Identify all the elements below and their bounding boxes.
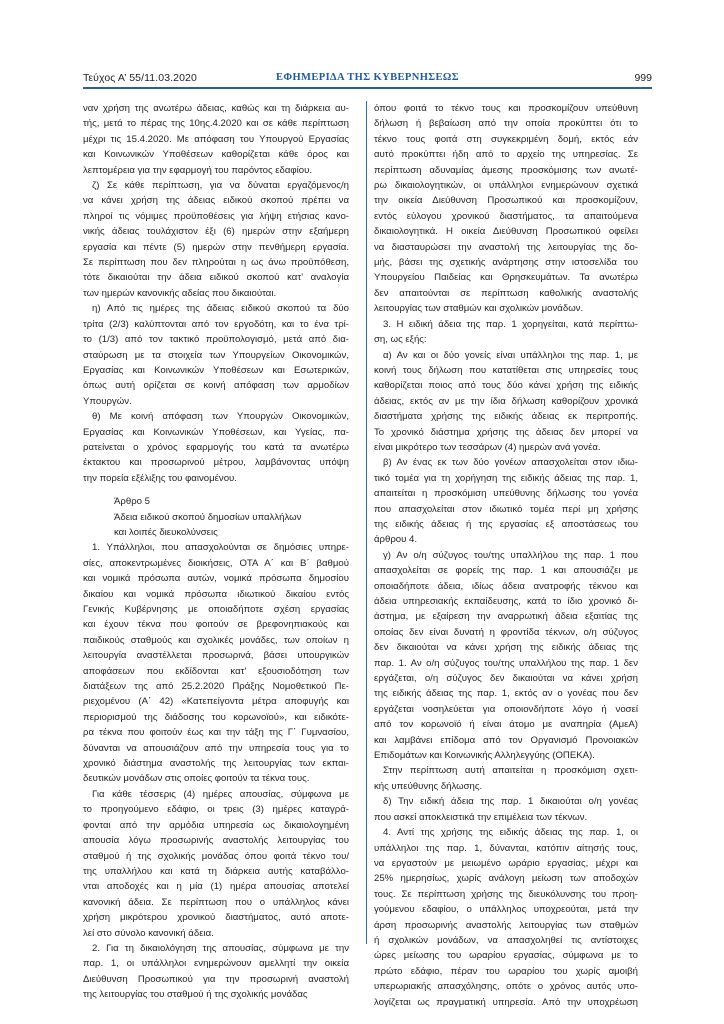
- text-line: κής υπεύθυνης δήλωσης.: [374, 780, 483, 792]
- text-line: οποιαδήποτε άδεια, ιδίως άδεια ανατροφής τέκνου και: [374, 580, 638, 592]
- text-line: δευτικών μονάδων στις οποίες φοιτούν τα τέκνα τους.: [83, 773, 310, 785]
- text-line: της λειτουργίας του σταθμού ή της σχολικής μονάδας: [83, 989, 308, 1001]
- text-line: νικής άδειας τουλάχιστον έξι (6) ημερών στην εξαήμερη: [83, 226, 349, 238]
- text-line: την οικεία Διεύθυνση Προσωπικού και προσκομίζουν,: [374, 195, 638, 207]
- text-line: λειτουργία αναστέλλεται προσωρινά, βάσει υπουργικών: [83, 650, 349, 662]
- text-line: μέχρι τις 15.4.2020. Με απόφαση του Υπουργού Εργασίας: [83, 133, 349, 145]
- text-line: 4. Αντί της χρήσης της ειδικής άδειας της παρ. 1, οι: [383, 827, 638, 839]
- text-line: 1. Υπάλληλοι, που απασχολούνται σε δημόσιες υπηρε-: [92, 542, 349, 554]
- text-line: άρση προσωρινής αναστολής λειτουργίας των σταθμών: [374, 919, 638, 931]
- text-line: ριεχομένου (Α΄ 42) «Κατεπείγοντα μέτρα αποφυγής και: [83, 696, 349, 708]
- text-line: α) Αν και οι δύο γονείς είναι υπάλληλοι της παρ. 1, με: [383, 349, 638, 361]
- article-title-line1: Άδεια ειδικού σκοπού δημοσίων υπαλλήλων: [114, 511, 302, 523]
- text-line: λογίζεται ως πραγματική υπηρεσία. Από την υποχρέωση: [374, 996, 638, 1008]
- text-line: να διασταυρώσει την αναστολή της λειτουργίας της δο-: [374, 241, 638, 253]
- text-line: 25% ημερησίως, χωρίς ανάλογη μείωση των αποδοχών: [374, 873, 638, 885]
- text-line: ζ) Σε κάθε περίπτωση, για να δύναται εργαζόμενος/η: [92, 180, 349, 192]
- text-line: Για κάθε τέσσερις (4) ημέρες απουσίας, σύμφωνα με: [92, 788, 349, 800]
- text-line: έκτακτου και προσωρινού μέτρου, λαμβάνοντας υπόψη: [83, 457, 349, 469]
- text-line: εργασία και πέντε (5) ημερών στην πενθήμερη εργασία.: [83, 241, 349, 253]
- page-number: 999: [634, 72, 652, 84]
- text-line: παρ. 1, οι υπάλληλοι ενημερώνουν αμελλητί την οικεία: [83, 958, 349, 970]
- text-line: δικαιολογητικά. Η οικεία Διεύθυνση Προσωπικού οφείλει: [374, 226, 638, 238]
- text-line: τους. Σε περίπτωση χρήσης της διευκόλυνσης του προη-: [374, 888, 638, 900]
- text-line: ναν χρήση της ανωτέρω άδειας, καθώς και τη διάρκεια αυ-: [83, 103, 349, 114]
- page-header: [83, 70, 652, 88]
- text-line: ή σχολικών μονάδων, να απασχοληθεί τις αντίστοιχες: [374, 934, 638, 946]
- text-line: της υπαλλήλου και κατά τη διάρκεια αυτής καταβάλλο-: [83, 865, 349, 877]
- text-line: εντός εύλογου χρονικού διαστήματος, τα απαιτούμενα: [374, 210, 638, 222]
- header-rule: [83, 87, 652, 89]
- text-line: περίπτωση αδυναμίας άμεσης προσκόμισης των ανωτέ-: [374, 164, 638, 176]
- text-line: Υπουργείου Παιδείας και Θρησκευμάτων. Τα ανωτέρω: [374, 272, 638, 284]
- text-line: όπως αυτή ορίζεται σε κοινή απόφαση των αρμοδίων: [83, 380, 349, 392]
- text-line: τρίτα (2/3) καλύπτονται από τον εργοδότη, και το ένα τρί-: [83, 318, 349, 330]
- text-line: νται αποδοχές και η μία (1) ημέρα απουσίας αποτελεί: [83, 881, 349, 893]
- text-line: Επιδομάτων και Κοινωνικής Αλληλεγγύης (ΟΠΕΚΑ).: [374, 750, 595, 762]
- text-line: δύνανται να απουσιάζουν από την υπηρεσία τους για το: [83, 742, 349, 754]
- left-text-block-a: [83, 101, 349, 486]
- text-line: κανονική άδεια. Σε περίπτωση που ο υπάλληλος κάνει: [83, 896, 349, 908]
- text-line: όπου φοιτά το τέκνο τους και προσκομίζουν υπεύθυνη: [374, 103, 638, 114]
- text-line: τέκνο τους φοιτά στη συγκεκριμένη δομή, εκτός εάν: [374, 133, 638, 145]
- text-line: δεν απαιτούνται σε περίπτωση καθολικής αναστολής: [374, 287, 638, 299]
- text-line: γ) Αν ο/η σύζυγος του/της υπαλλήλου της παρ. 1 που: [383, 549, 638, 561]
- spacer: [83, 486, 349, 494]
- text-line: αποφάσεων που εκδίδονται κατ’ εξουσιοδότηση των: [83, 665, 349, 677]
- gazette-title: ΕΦΗΜΕΡΙΔΑ ΤΗΣ ΚΥΒΕΡΝΗΣΕΩΣ: [275, 72, 460, 83]
- text-line: χρήση μικρότερου χρονικού διαστήματος, αυτό αποτε-: [83, 912, 349, 924]
- text-line: εργάζεται, ο/η σύζυγος δεν δικαιούται να κάνει χρήση: [374, 673, 638, 685]
- text-line: δεν δικαιούται να κάνει χρήση της ειδικής άδειας της: [374, 642, 638, 654]
- text-line: 2. Για τη δικαιολόγηση της απουσίας, σύμφωνα με την: [92, 942, 349, 954]
- text-line: λεπτομέρεια για την εφαρμογή του παρόντος εδαφίου.: [83, 164, 313, 176]
- text-line: τότε δικαιούται την άδεια ειδικού σκοπού κατ’ αναλογία: [83, 272, 349, 284]
- text-line: ώρες μείωσης του ωραρίου εργασίας, σύμφωνα με το: [374, 950, 638, 962]
- text-line: είναι μικρότερο των τεσσάρων (4) ημερών ανά γονέα.: [374, 441, 601, 453]
- text-line: τικό τομέα για τη χορήγηση της ειδικής άδειας της παρ. 1,: [374, 472, 638, 484]
- text-line: από τον κορωνοϊό ή είναι άτομο με αναπηρία (ΑμεΑ): [374, 719, 638, 731]
- text-line: Σε περίπτωση που δεν πληρούται η ως άνω προϋπόθεση,: [83, 257, 349, 269]
- text-line: παιδικούς σταθμούς και σχολικές μονάδες, των οποίων η: [83, 634, 349, 646]
- text-line: ρατείνεται ο χρόνος εφαρμογής του κατά τα ανωτέρω: [83, 441, 349, 453]
- text-line: υπάλληλοι της παρ. 1, δύνανται, κατόπιν αίτησής τους,: [374, 842, 638, 854]
- text-line: σταύρωση με τα στοιχεία των Υπουργείων Οικονομικών,: [83, 349, 349, 361]
- text-line: των ημερών κανονικής αδείας που δικαιούται.: [83, 287, 277, 299]
- text-line: δήλωση ή βεβαίωση από την οποία προκύπτει ότι το: [374, 118, 638, 130]
- text-line: και νομικά πρόσωπα αυτών, νομικά πρόσωπα δημοσίου: [83, 573, 349, 585]
- left-column: [83, 101, 349, 1003]
- text-line: β) Αν ένας εκ των δύο γονέων απασχολείται στον ιδιω-: [383, 457, 638, 469]
- text-line: απουσία λόγω προσωρινής αναστολής λειτουργίας του: [83, 835, 349, 847]
- text-line: Εργασίας και Κοινωνικών Υποθέσεων, και Υγείας, πα-: [83, 426, 349, 438]
- text-line: χρονικό διάστημα αναστολής της λειτουργίας των εκπαι-: [83, 758, 349, 770]
- text-line: της ειδικής άδειας της παρ. 1, εκτός αν ο γονέας που δεν: [374, 688, 638, 700]
- article-title-line2: και λοιπές διευκολύνσεις: [114, 526, 218, 538]
- text-line: απαιτείται η προσκόμιση υπεύθυνης δήλωσης του γονέα: [374, 488, 638, 500]
- text-line: διατάξεων της από 25.2.2020 Πράξης Νομοθετικού Πε-: [83, 681, 349, 693]
- text-line: τής, μετά το πέρας της 10ης.4.2020 και σε κάθε περίπτωση: [83, 118, 349, 130]
- text-line: φονται από την αρμόδια υπηρεσία ως δικαιολογημένη: [83, 819, 349, 831]
- right-text-block: [374, 101, 638, 1010]
- text-line: καθορίζεται ποιος από τους δύο κάνει χρήση της ειδικής: [374, 380, 638, 392]
- text-line: οποίας δεν είναι δυνατή η φροντίδα τέκνων, ο/η σύζυγος: [374, 626, 638, 638]
- text-line: ρω δικαιολογητικών, οι υπάλληλοι ενημερώνουν σχετικά: [374, 180, 638, 192]
- text-line: άδειας, εκτός αν με την ίδια δήλωση καθορίζουν χρονικά: [374, 395, 638, 407]
- text-line: και λαμβάνει επίδομα από τον Οργανισμό Προνοιακών: [374, 734, 638, 746]
- text-line: λειτουργίας των σταθμών και σχολικών μονάδων.: [374, 303, 584, 315]
- text-line: περιορισμού της διάδοσης του κορωνοϊού», και ειδικότε-: [83, 711, 349, 723]
- text-line: κοινή τους δήλωση που κατατίθεται στις υπηρεσίες τους: [374, 364, 638, 376]
- text-line: που απασχολείται στον ιδιωτικό τομέα περί μη χρήσης: [374, 503, 638, 515]
- text-line: σίες, αποκεντρωμένες διοικήσεις, ΟΤΑ Α΄ και Β΄ βαθμού: [83, 557, 349, 569]
- text-line: σταθμού ή της σχολικής μονάδας όπου φοιτά τέκνο του/: [83, 850, 349, 862]
- text-line: Εργασίας και Κοινωνικών Υποθέσεων και Εσωτερικών,: [83, 364, 349, 376]
- text-line: 3. Η ειδική άδεια της παρ. 1 χορηγείται, κατά περίπτω-: [383, 318, 638, 330]
- text-line: άδεια υπηρεσιακής εκπαίδευσης, κατά το ίδιο χρονικό δι-: [374, 596, 638, 607]
- text-line: υπερωριακής απασχόλησης, οπότε ο χρόνος αυτός υπο-: [374, 981, 638, 993]
- text-line: γούμενου εδαφίου, ο υπάλληλος υποχρεούται, μετά την: [374, 904, 638, 916]
- text-line: εργάζεται νοσηλεύεται για οποιονδήποτε λόγο ή νοσεί: [374, 703, 638, 715]
- text-line: ρα τέκνα που φοιτούν έως και την τάξη της Γ΄ Γυμνασίου,: [83, 727, 349, 739]
- text-line: και Κοινωνικών Υποθέσεων καθορίζεται κάθε όρος και: [83, 149, 349, 161]
- column-divider: [366, 101, 367, 944]
- text-line: άστημα, με εξαίρεση την αναρρωτική άδεια εξαιτίας της: [374, 611, 638, 623]
- right-column: [374, 101, 638, 1010]
- text-line: Υπουργών.: [83, 395, 132, 407]
- text-line: αυτό προκύπτει ήδη από το αρχείο της υπηρεσίας. Σε: [374, 149, 638, 161]
- left-text-block-b: [83, 540, 349, 1002]
- text-line: πρώτο εδάφιο, πέραν του ωραρίου του χωρίς αμοιβή: [374, 965, 638, 977]
- text-line: η) Από τις ημέρες της άδειας ειδικού σκοπού τα δύο: [92, 303, 349, 315]
- text-line: Διεύθυνση Προσωπικού για την προσωρινή αναστολή: [83, 973, 349, 985]
- text-line: δ) Την ειδική άδεια της παρ. 1 δικαιούται ο/η γονέας: [383, 796, 638, 808]
- text-line: δικαίου και νομικά πρόσωπα ιδιωτικού δικαίου εντός: [83, 588, 349, 600]
- text-line: Στην περίπτωση αυτή απαιτείται η προσκόμιση σχετι-: [383, 765, 638, 777]
- text-line: να κάνει χρήση της άδειας ειδικού σκοπού πρέπει να: [83, 195, 349, 207]
- text-line: λεί στο σύνολο κανονική άδεια.: [83, 927, 214, 939]
- text-line: απασχολείται σε φορείς της παρ. 1 και απουσιάζει με: [374, 565, 638, 577]
- text-line: το (1/3) από τον τακτικό προϋπολογισμό, μετά από δια-: [83, 334, 349, 346]
- issue-label: Τεύχος Α’ 55/11.03.2020: [83, 72, 197, 84]
- text-line: πληροί τις νόμιμες προϋποθέσεις για λήψη ετήσιας κανο-: [83, 210, 349, 222]
- text-line: μής, βάσει της σχετικής ανάρτησης στην ιστοσελίδα του: [374, 257, 638, 269]
- text-line: παρ. 1. Αν ο/η σύζυγος του/της υπαλλήλου της παρ. 1 δεν: [374, 657, 638, 669]
- text-line: άρθρου 4.: [374, 534, 418, 546]
- text-line: Το χρονικό διάστημα χρήσης της άδειας δεν μπορεί να: [374, 426, 638, 438]
- text-line: το προηγούμενο εδάφιο, οι τρεις (3) ημέρες καταγρά-: [83, 804, 349, 816]
- text-line: που ασκεί αποκλειστικά την επιμέλεια των τέκνων.: [374, 811, 588, 823]
- article-number: Άρθρο 5: [114, 496, 150, 508]
- text-line: ση, ως εξής:: [374, 334, 427, 346]
- text-line: Γενικής Κυβέρνησης με οποιαδήποτε σχέση εργασίας: [83, 604, 349, 615]
- text-line: της ειδικής άδειας ή της εργασίας εξ αποστάσεως του: [374, 518, 638, 530]
- text-line: διαστήματα χρήσης της ειδικής άδειας εκ περιτροπής.: [374, 411, 638, 423]
- text-line: θ) Με κοινή απόφαση των Υπουργών Οικονομικών,: [92, 411, 349, 423]
- text-line: να εργαστούν με μειωμένο ωράριο εργασίας, μέχρι και: [374, 857, 638, 869]
- text-line: και έχουν τέκνα που φοιτούν σε βρεφονηπιακούς και: [83, 619, 349, 631]
- text-line: την πορεία εξέλιξης του φαινομένου.: [83, 472, 237, 484]
